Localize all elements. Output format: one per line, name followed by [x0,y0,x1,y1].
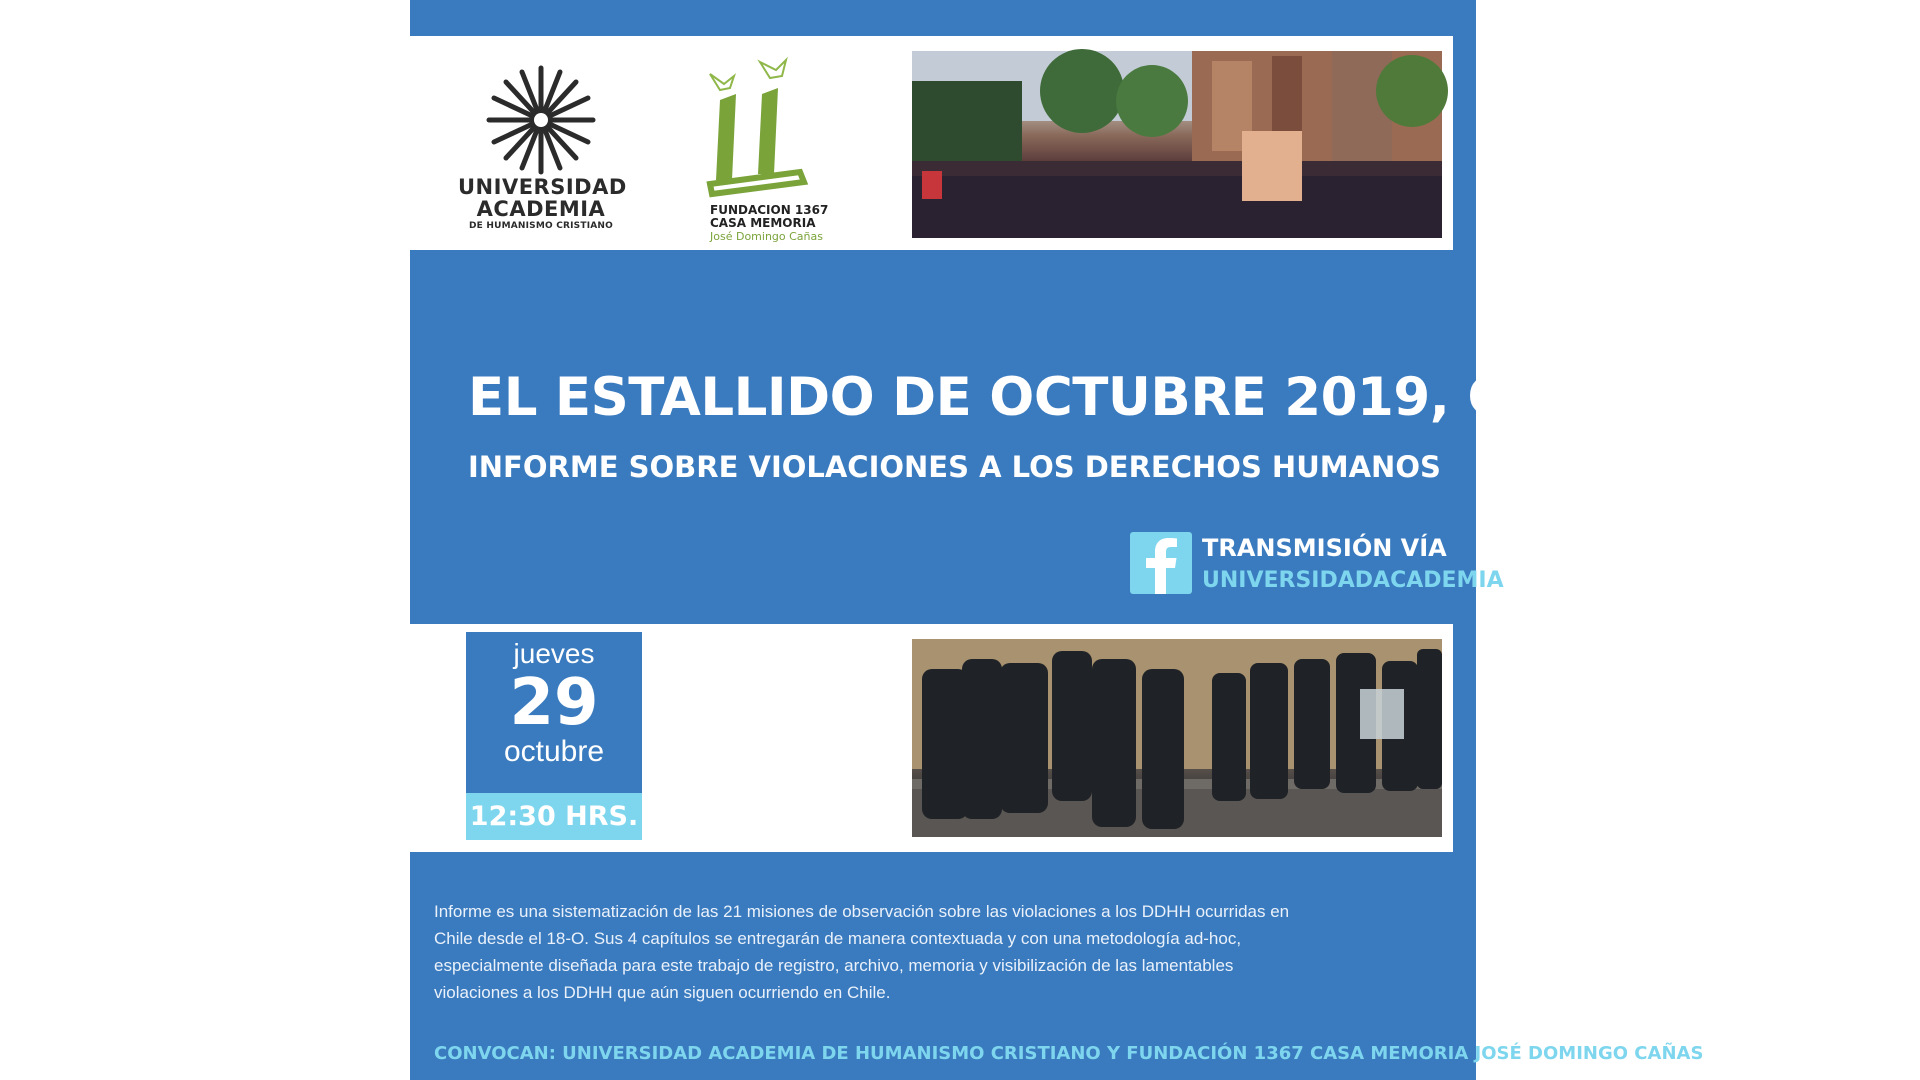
event-time: 12:30 HRS. [466,793,642,840]
police-line-photo [912,639,1442,837]
event-month: octubre [503,735,605,768]
foundation-name-line3: José Domingo Cañas [710,230,823,243]
foundation-name-line1: FUNDACION 1367 [710,203,829,217]
university-name-line3: DE HUMANISMO CRISTIANO [468,221,614,231]
transmission-label: TRANSMISIÓN VÍA [1202,534,1447,562]
foundation-name-line2: CASA MEMORIA [710,216,816,230]
event-subtitle: INFORME SOBRE VIOLACIONES A LOS DERECHOS HUMANOS [468,450,1441,484]
doves-pillars-logo-icon [690,54,830,204]
date-band [410,624,1453,852]
logo-band [410,36,1453,250]
foundation-logo [690,54,830,244]
sunburst-logo-icon [485,64,597,176]
event-date-box [466,632,642,840]
facebook-handle[interactable]: UNIVERSIDADACADEMIA [1202,568,1504,593]
university-name-line2: ACADEMIA [476,197,606,221]
facebook-icon [1130,532,1192,594]
organizers-credit: CONVOCAN: UNIVERSIDAD ACADEMIA DE HUMANISMO CRISTIANO Y FUNDACIÓN 1367 CASA MEMORIA JOSÉ DOMINGO CAÑAS [434,1043,1704,1064]
event-title: EL ESTALLIDO DE OCTUBRE 2019, CHILE. [468,367,1658,428]
protest-crowd-photo [912,51,1442,238]
university-logo [458,64,627,236]
foundation-text [710,204,840,243]
event-day: 29 [509,666,599,740]
event-weekday: jueves [513,638,595,669]
university-name-line1: UNIVERSIDAD [458,175,627,199]
event-description: Informe es una sistematización de las 21 misiones de observación sobre las violaciones a los DDHH ocurridas en Chile desde el 18-O. Sus 4 capítulos se entregarán de manera contextuada y con una metodología ad-hoc, especialmente diseñada para este trabajo de registro, archivo, memoria y visibilización de las lamentables violaciones a los DDHH que aún siguen ocurriendo en Chile. [434,902,1290,1002]
event-poster [410,0,1704,1080]
